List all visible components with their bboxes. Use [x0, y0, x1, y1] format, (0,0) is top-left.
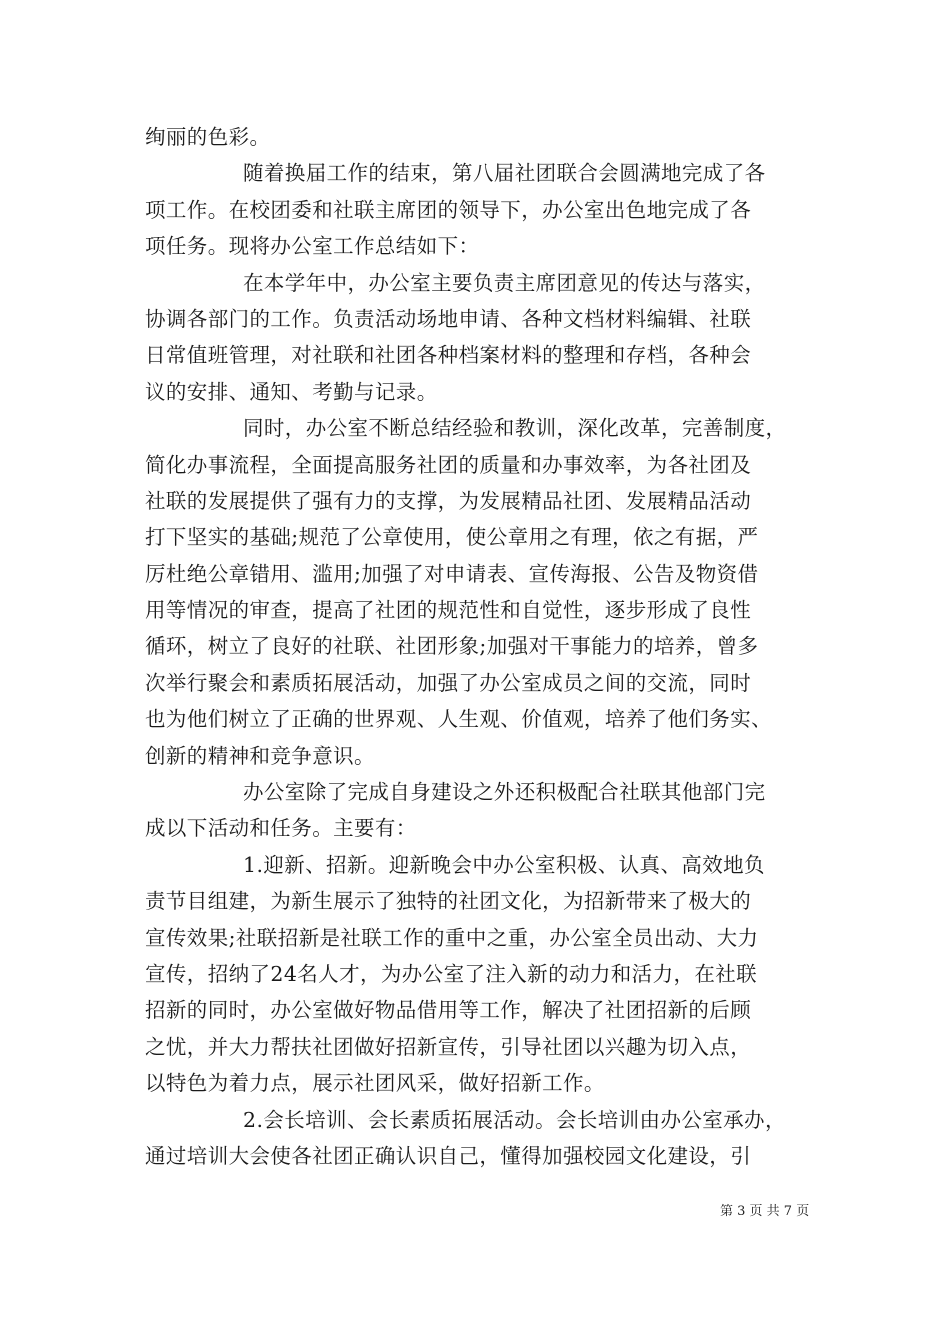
text-line: 也为他们树立了正确的世界观、人生观、价值观，培养了他们务实、 — [145, 707, 772, 732]
text-line: 项任务。现将办公室工作总结如下： — [145, 234, 480, 259]
text-line: 通过培训大会使各社团正确认识自己，懂得加强校园文化建设，引 — [145, 1143, 752, 1168]
text-line: 日常值班管理，对社联和社团各种档案材料的整理和存档，各种会 — [145, 343, 752, 368]
text-line: 议的安排、通知、考勤与记录。 — [145, 379, 438, 404]
text-line: 社联的发展提供了强有力的支撑，为发展精品社团、发展精品活动 — [145, 488, 752, 513]
text-line: 次举行聚会和素质拓展活动，加强了办公室成员之间的交流，同时 — [145, 670, 752, 695]
text-line: 简化办事流程，全面提高服务社团的质量和办事效率，为各社团及 — [145, 452, 752, 477]
paragraph-first-line: 同时，办公室不断总结经验和教训，深化改革，完善制度， — [243, 416, 787, 441]
paragraph-first-line: 1.迎新、招新。迎新晚会中办公室积极、认真、高效地负 — [243, 852, 765, 877]
text-line: 之忧，并大力帮扶社团做好招新宣传，引导社团以兴趣为切入点， — [145, 1034, 752, 1059]
page-number: 第 3 页 共 7 页 — [720, 1204, 810, 1219]
text-line: 厉杜绝公章错用、滥用;加强了对申请表、宣传海报、公告及物资借 — [145, 561, 759, 586]
text-line: 用等情况的审查，提高了社团的规范性和自觉性，逐步形成了良性 — [145, 598, 752, 623]
text-line: 宣传效果;社联招新是社联工作的重中之重，办公室全员出动、大力 — [145, 925, 759, 950]
text-line: 项工作。在校团委和社联主席团的领导下，办公室出色地完成了各 — [145, 197, 752, 222]
text-line: 绚丽的色彩。 — [145, 125, 271, 149]
text-line: 打下坚实的基础;规范了公章使用，使公章用之有理，依之有据，严 — [145, 525, 759, 550]
document-body — [145, 119, 825, 1174]
paragraph-first-line: 2.会长培训、会长素质拓展活动。会长培训由办公室承办， — [243, 1107, 786, 1132]
text-line: 以特色为着力点，展示社团风采，做好招新工作。 — [145, 1071, 605, 1096]
text-line: 责节目组建，为新生展示了独特的社团文化，为招新带来了极大的 — [145, 889, 752, 914]
paragraph-first-line: 在本学年中，办公室主要负责主席团意见的传达与落实， — [243, 270, 766, 295]
text-line: 循环，树立了良好的社联、社团形象;加强对干事能力的培养，曾多 — [145, 634, 759, 659]
text-line: 创新的精神和竞争意识。 — [145, 743, 375, 768]
text-line: 招新的同时，办公室做好物品借用等工作，解决了社团招新的后顾 — [145, 998, 752, 1023]
text-line: 宣传，招纳了24名人才，为办公室了注入新的动力和活力，在社联 — [145, 961, 758, 986]
paragraph-first-line: 办公室除了完成自身建设之外还积极配合社联其他部门完 — [243, 780, 766, 805]
text-line: 成以下活动和任务。主要有： — [145, 816, 417, 841]
text-line: 协调各部门的工作。负责活动场地申请、各种文档材料编辑、社联 — [145, 306, 752, 331]
paragraph-first-line: 随着换届工作的结束，第八届社团联合会圆满地完成了各 — [243, 161, 766, 186]
